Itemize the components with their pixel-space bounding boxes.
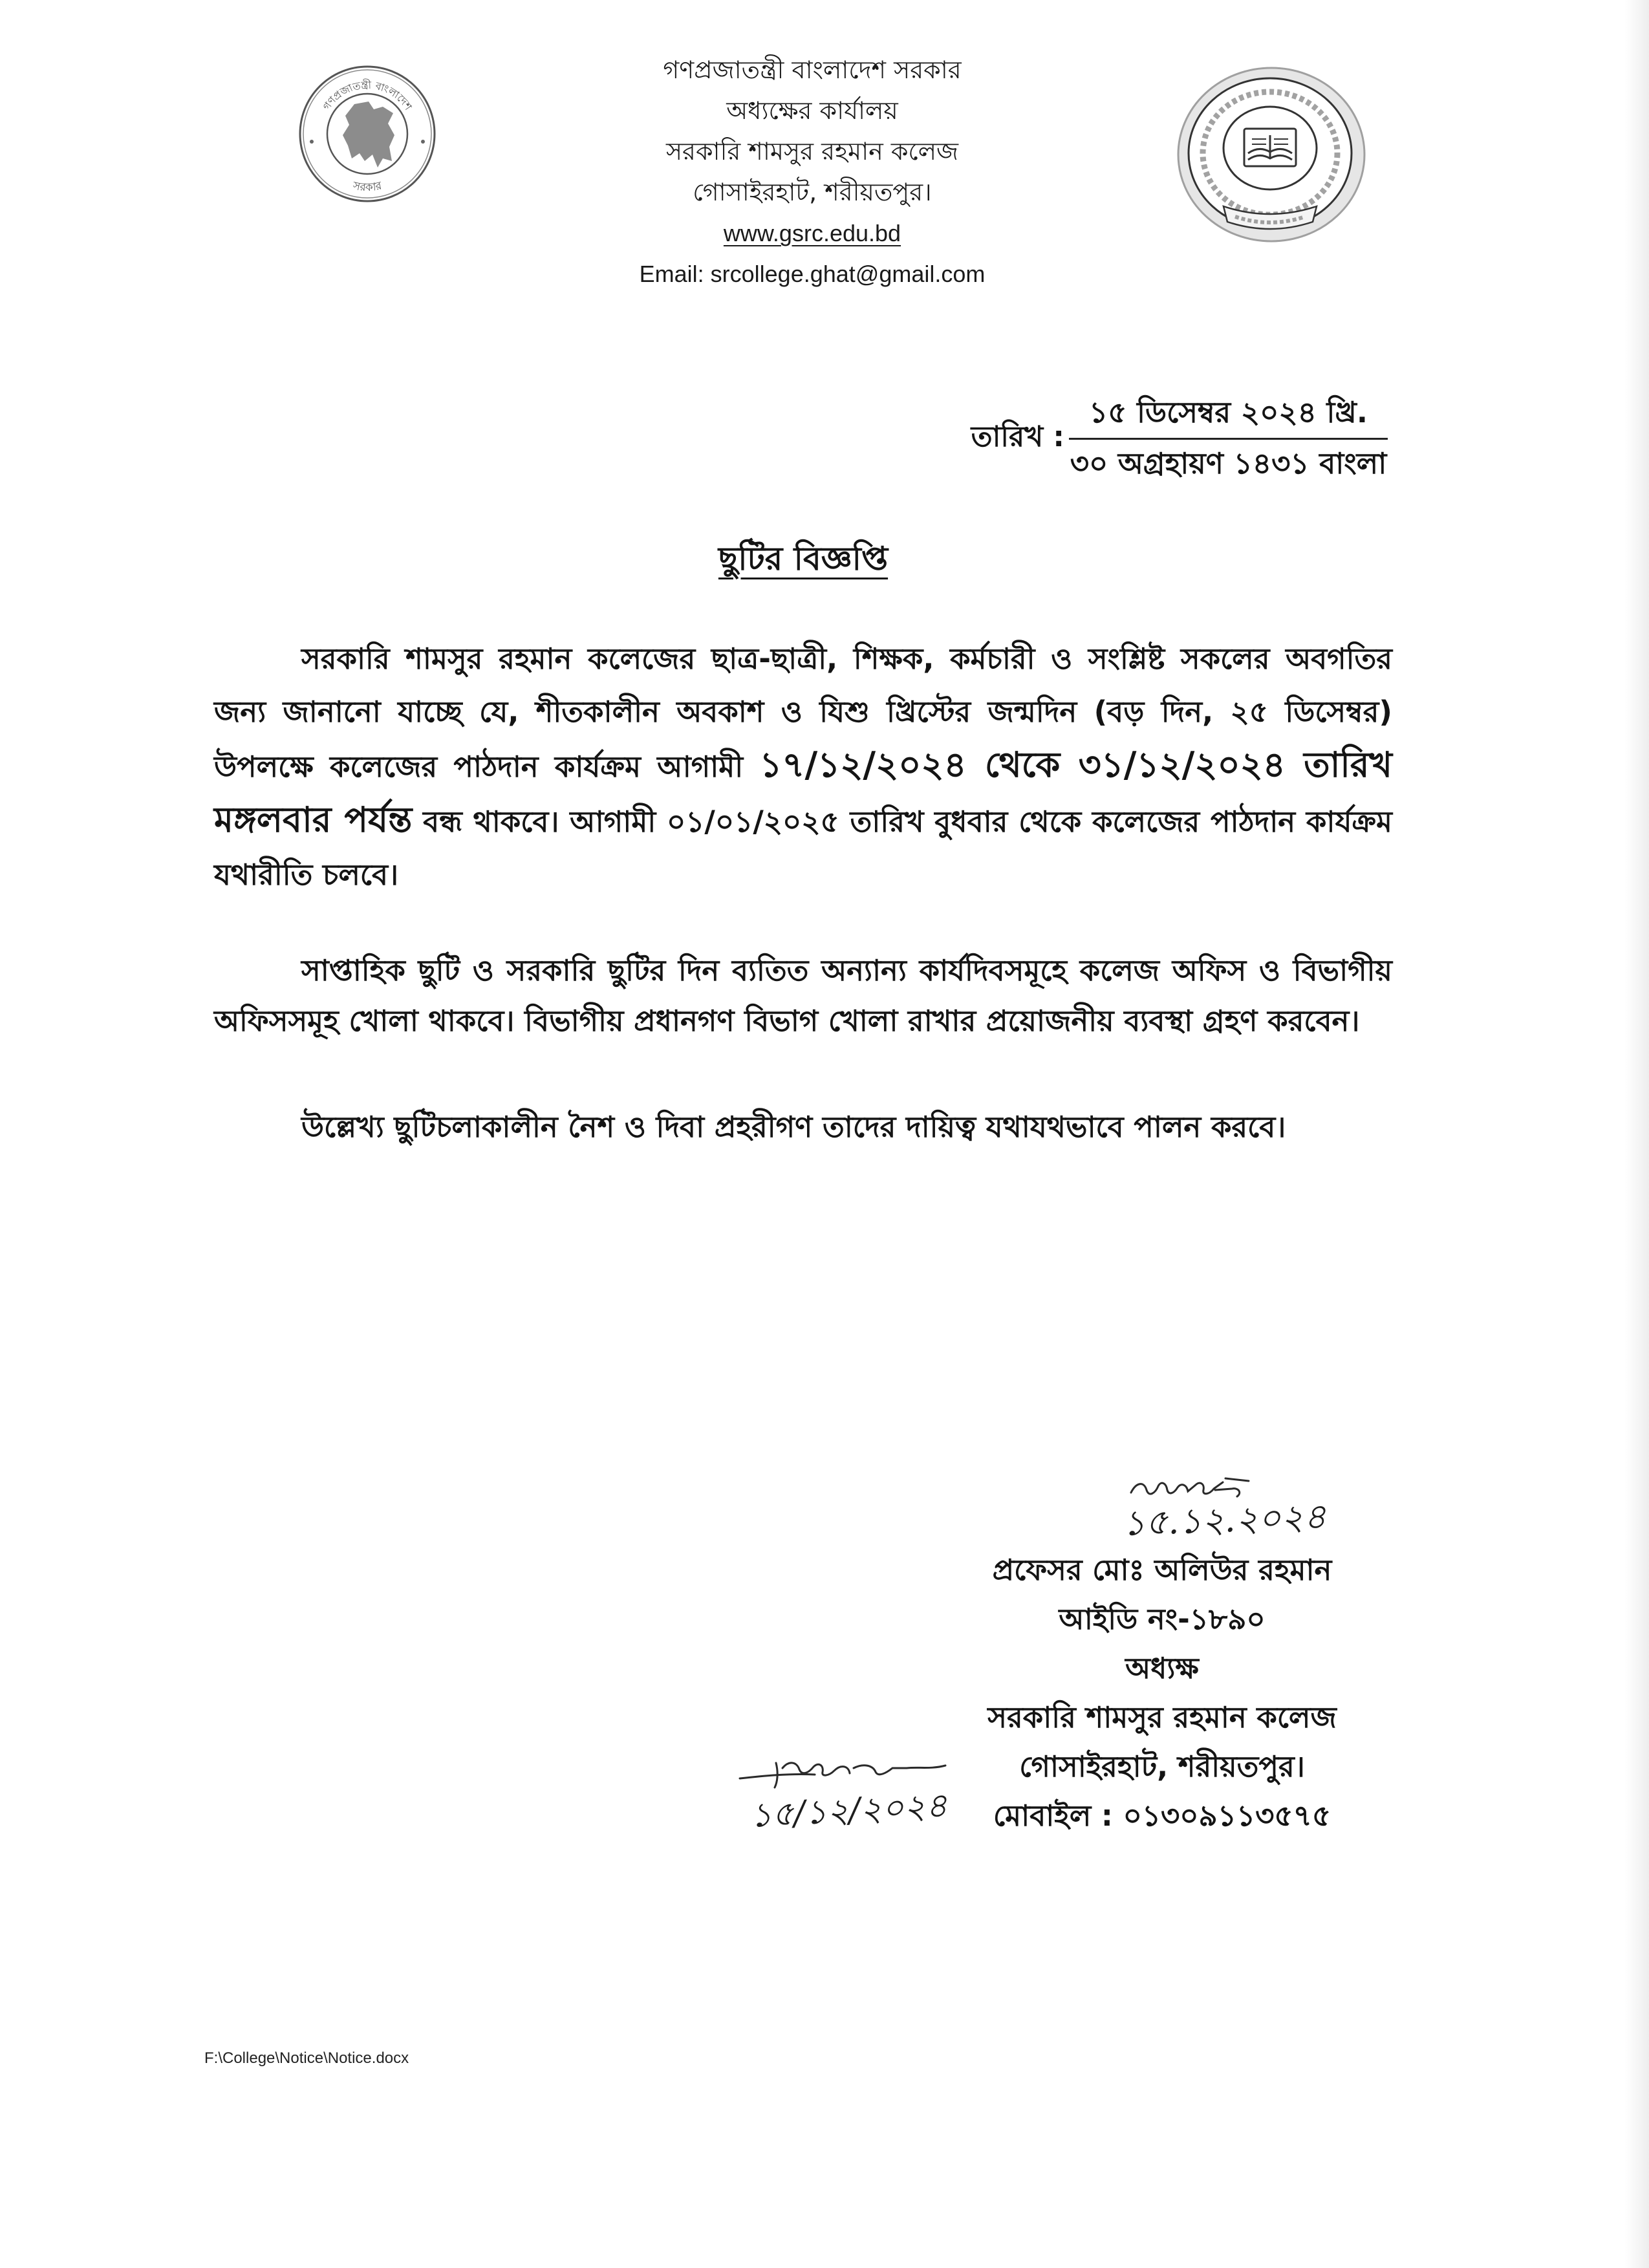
notice-paragraph-2: সাপ্তাহিক ছুটি ও সরকারি ছুটির দিন ব্যতিত অন্যান্য কার্যদিবসমূহে কলেজ অফিস ও বিভাগীয় অফিসসমূহ খোলা থাকবে। বিভাগীয় প্রধানগণ বিভাগ খোলা রাখার প্রয়োজনীয় ব্যবস্থা গ্রহণ করবেন। [214,953,1392,1038]
seal-star-left [310,140,314,144]
paragraph-1-text-start: সরকারি শামসুর রহমান কলেজের ছাত্র-ছাত্রী, শিক্ষক, কর্মচারী ও সংশ্লিষ্ট সকলের অবগতির জন্য জানানো যাচ্ছে যে, শীতকালীন অবকাশ ও যিশু খ্রিস্টের জন্মদিন (বড় দিন, ২৫ ডিসেম্বর) উপলক্ষে কলেজের পাঠদান কার্যক্রম আগামী [214,642,1392,784]
paragraph-1-text-end: বন্ধ থাকবে। আগামী ০১/০১/২০২৫ তারিখ বুধবার থেকে কলেজের পাঠদান কার্যক্রম যথারীতি চলবে। [214,805,1392,892]
principal-signature-date: ১৫.১২.২০২৪ [1121,1496,1327,1544]
letterhead [554,50,1071,294]
college-seal [1173,63,1367,244]
signatory-block [936,1546,1388,1841]
notice-body [214,536,1392,1152]
date-divider [1069,438,1388,440]
seal-bottom-text: সরকার [351,179,383,195]
bangladesh-map-icon [343,102,394,167]
email-address: Email: srcollege.ghat@gmail.com [639,261,986,287]
signatory-designation: অধ্যক্ষ [1125,1651,1199,1685]
letterhead-college: সরকারি শামসুর রহমান কলেজ [665,137,959,166]
countersignature [737,1754,951,1793]
signatory-name: প্রফেসর মোঃ অলিউর রহমান [992,1553,1332,1587]
letterhead-address: গোসাইরহাট, শরীয়তপুর। [693,178,932,206]
notice-title [214,536,1392,581]
notice-title-text: ছুটির বিজ্ঞপ্তি [718,540,889,578]
scan-edge-shadow [1624,0,1649,2268]
government-seal [297,64,437,204]
signatory-id: আইডি নং-১৮৯০ [1059,1602,1266,1636]
seal-bottom-text-group [351,179,383,194]
closure-period: ১৭/১২/২০২৪ থেকে ৩১/১২/২০২৪ তারিখ মঙ্গলবার পর্যন্ত [214,744,1392,840]
notice-paragraph-1 [214,632,1392,902]
date-label: তারিখ : [971,420,1064,453]
seal-top-text: গণপ্রজাতন্ত্রী বাংলাদেশ [320,78,415,113]
date-bengali: ৩০ অগ্রহায়ণ ১৪৩১ বাংলা [1070,446,1387,481]
countersignature-date: ১৫/১২/২০২৪ [749,1786,949,1835]
website-link[interactable]: www.gsrc.edu.bd [723,220,901,246]
document-file-path: F:\College\Notice\Notice.docx [204,2049,409,2067]
notice-paragraph-3: উল্লেখ্য ছুটিচলাকালীন নৈশ ও দিবা প্রহরীগণ তাদের দায়িত্ব যথাযথভাবে পালন করবে। [301,1110,1286,1144]
signatory-institution: সরকারি শামসুর রহমান কলেজ [987,1700,1337,1734]
date-gregorian: ১৫ ডিসেম্বর ২০২৪ খ্রি. [1089,395,1368,429]
seal-star-right [421,140,425,144]
letterhead-government: গণপ্রজাতন্ত্রী বাংলাদেশ সরকার [663,56,962,84]
signatory-location: গোসাইরহাট, শরীয়তপুর। [1019,1749,1305,1784]
letterhead-office: অধ্যক্ষের কার্যালয় [726,96,898,125]
signatory-mobile: মোবাইল : ০১৩০৯১১৩৫৭৫ [993,1798,1331,1833]
